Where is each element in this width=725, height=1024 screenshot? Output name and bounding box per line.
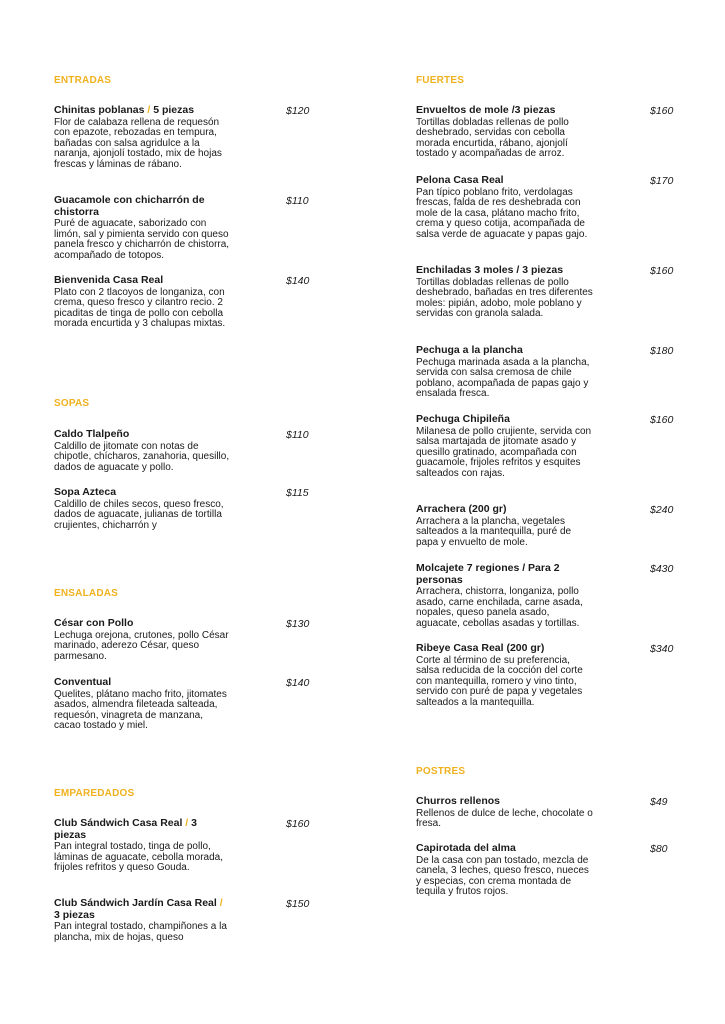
item-description: Arrachera, chistorra, longaniza, pollo asado, carne enchilada, carne asada, nopales, queso panela asado, aguacate, cebollas asadas y tortillas. <box>416 586 583 629</box>
item-name: Ribeye Casa Real (200 gr) <box>416 642 545 654</box>
item-description: Pechuga marinada asada a la plancha, servida con salsa cremosa de chile poblano, acompañada de papas gajo y ensalada fresca. <box>416 356 590 400</box>
item-name: Conventual <box>54 676 112 688</box>
menu-item <box>54 195 230 261</box>
item-name: Sopa Azteca <box>54 486 117 498</box>
menu-item <box>416 796 594 830</box>
menu-item <box>416 504 594 548</box>
item-description: Tortillas dobladas rellenas de pollo deshebrado, bañadas en tres diferentes moles: pipián, adobo, mole poblano y servidas con granola salada. <box>416 276 593 320</box>
item-description: Puré de aguacate, saborizado con limón, sal y pimienta servido con queso panela fresco y chicharrón de chistorra, acompañado de totopos. <box>54 218 230 261</box>
item-description: Arrachera a la plancha, vegetales salteados a la mantequilla, puré de papa y envuelto de mole. <box>416 515 572 548</box>
section-title-sopas: SOPAS <box>54 398 90 409</box>
item-price: $160 <box>650 105 674 117</box>
menu-item <box>54 618 230 662</box>
item-name: Pechuga a la plancha <box>416 344 523 356</box>
item-description: Caldillo de chiles secos, queso fresco, dados de aguacate, julianas de tortilla crujientes, chicharrón y <box>54 498 224 531</box>
item-price: $240 <box>650 504 674 516</box>
item-name: Bienvenida Casa Real <box>54 274 164 286</box>
item-price: $49 <box>650 796 668 808</box>
item-description: De la casa con pan tostado, mezcla de canela, 3 leches, queso fresco, nueces y especias, con crema montada de tequila y frutos rojos. <box>416 854 589 898</box>
menu-item <box>416 175 594 240</box>
item-name: Churros rellenos <box>416 795 501 807</box>
item-price: $170 <box>650 175 674 187</box>
item-name: Enchiladas 3 moles / 3 piezas <box>416 264 564 276</box>
item-price: $160 <box>286 818 310 830</box>
menu-item <box>416 643 594 708</box>
item-separator: / <box>219 897 223 909</box>
item-description: Tortillas dobladas rellenas de pollo deshebrado, servidas con cebolla morada encurtida, rábano, ajonjolí tostado y acompañadas de arroz. <box>416 116 569 160</box>
menu-item <box>416 105 594 160</box>
item-name: Envueltos de mole /3 piezas <box>416 104 556 116</box>
section-title-emparedados: EMPAREDADOS <box>54 788 135 799</box>
item-price: $110 <box>286 195 309 207</box>
item-description: Quelites, plátano macho frito, jitomates asados, almendra fileteada salteada, requesón, vinagreta de manzana, cacao tostado y miel. <box>54 688 227 732</box>
item-price: $340 <box>650 643 674 655</box>
item-description: Lechuga orejona, crutones, pollo César marinado, aderezo César, queso parmesano. <box>54 629 229 662</box>
section-title-entradas: ENTRADAS <box>54 75 112 86</box>
item-description: Pan integral tostado, champiñones a la plancha, mix de hojas, queso <box>54 921 227 943</box>
menu-item <box>54 275 230 330</box>
item-description: Corte al término de su preferencia, salsa reducida de la cocción del corte con mantequilla, romero y vino tinto, servido con puré de papa y vegetales salteados a la mantequilla. <box>416 654 583 708</box>
menu-item <box>54 487 230 531</box>
item-price: $140 <box>286 275 310 287</box>
item-name: Pechuga Chipileña <box>416 413 510 425</box>
item-price: $110 <box>286 429 309 441</box>
item-separator: / <box>147 104 151 116</box>
item-price: $160 <box>650 265 674 277</box>
item-name: Guacamole con chicharrón de chistorra <box>54 194 205 218</box>
item-price: $120 <box>286 105 310 117</box>
item-description: Caldillo de jitomate con notas de chipotle, chícharos, zanahoria, quesillo, dados de aguacate y pollo. <box>54 440 230 473</box>
item-name: Pelona Casa Real <box>416 174 504 186</box>
item-name: Club Sándwich Casa Real / 3 piezas <box>54 817 197 841</box>
item-price: $140 <box>286 677 310 689</box>
menu-item <box>416 843 594 898</box>
item-description: Pan típico poblano frito, verdolagas frescas, falda de res deshebrada con mole de la casa, plátano macho frito, crema y queso cotija, acompañada de salsa verde de aguacate y papas gajo. <box>416 186 588 240</box>
section-title-postres: POSTRES <box>416 766 466 777</box>
item-name: Molcajete 7 regiones / Para 2 personas <box>416 562 560 586</box>
section-title-fuertes: FUERTES <box>416 75 465 86</box>
item-price: $160 <box>650 414 674 426</box>
item-price: $130 <box>286 618 310 630</box>
item-separator: / <box>185 817 189 829</box>
menu-item <box>54 818 230 874</box>
item-name: César con Pollo <box>54 617 134 629</box>
item-description: Pan integral tostado, tinga de pollo, láminas de aguacate, cebolla morada, frijoles refritos y queso Gouda. <box>54 841 223 874</box>
item-price: $430 <box>650 563 674 575</box>
item-name: Club Sándwich Jardín Casa Real / 3 piezas <box>54 897 223 921</box>
item-description: Plato con 2 tlacoyos de longaniza, con crema, queso fresco y cilantro recio. 2 picaditas de tinga de pollo con cebolla morada encurtida y 3 chalupas mixtas. <box>54 286 226 330</box>
item-price: $150 <box>286 898 310 910</box>
item-price: $80 <box>650 843 668 855</box>
section-title-ensaladas: ENSALADAS <box>54 588 119 599</box>
item-description: Flor de calabaza rellena de requesón con epazote, rebozadas en tempura, bañadas con salsa agridulce a la naranja, ajonjolí tostado, mix de hojas frescas y láminas de rábano. <box>54 116 222 170</box>
item-price: $180 <box>650 345 674 357</box>
menu-item <box>416 265 594 320</box>
menu-item <box>416 345 594 400</box>
item-description: Rellenos de dulce de leche, chocolate o fresa. <box>416 807 593 830</box>
menu-item <box>54 898 230 943</box>
item-price: $115 <box>286 487 309 499</box>
item-name: Caldo Tlalpeño <box>54 428 130 440</box>
menu-item <box>54 429 230 473</box>
menu-item <box>54 105 230 170</box>
menu-item <box>416 563 594 629</box>
item-name: Capirotada del alma <box>416 842 516 854</box>
menu-item <box>54 677 230 732</box>
menu-item <box>416 414 594 479</box>
item-description: Milanesa de pollo crujiente, servida con salsa martajada de jitomate asado y quesillo gratinado, acompañada con guacamole, frijoles refritos y esquites salteados con rajas. <box>416 425 592 479</box>
item-name: Arrachera (200 gr) <box>416 503 507 515</box>
item-name: Chinitas poblanas / 5 piezas <box>54 104 195 116</box>
